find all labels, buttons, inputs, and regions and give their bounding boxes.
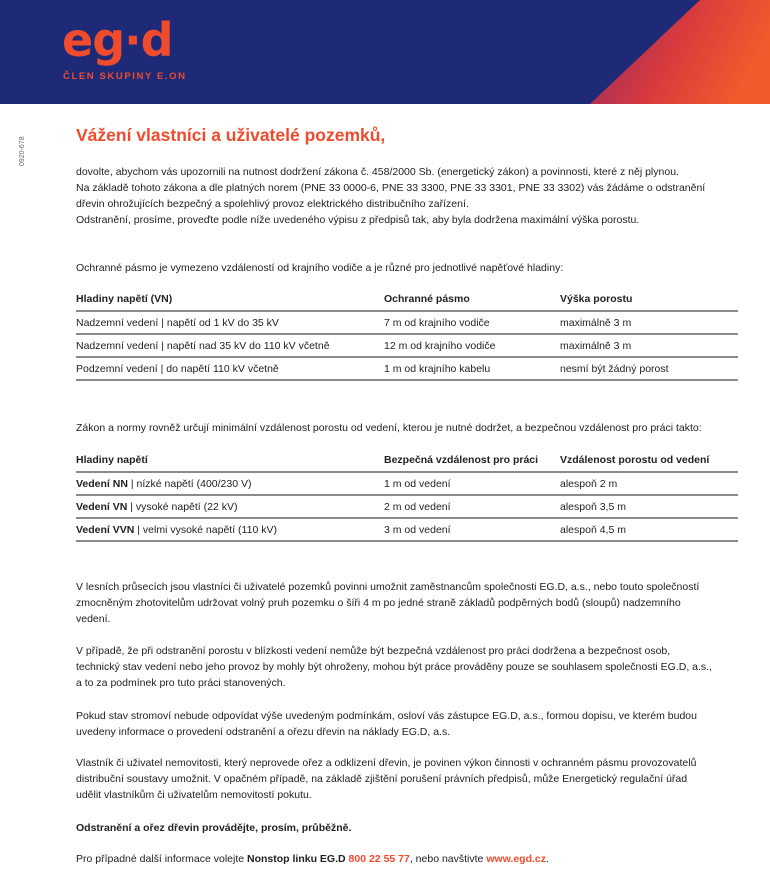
table-row [76,357,738,380]
table-row [76,518,738,541]
document-code [19,130,29,170]
footer-contact-line [76,851,746,867]
voltage-name: Vedení NN [76,477,128,490]
column-header: Výška porostu [560,288,738,311]
paragraph-line: Vlastník či uživatel nemovitosti, který neprovede ořez a odklizení dřevin, je povinen výkon činnosti v ochranném pásmu provozovatelů [76,757,697,769]
voltage-name: Vedení VN [76,500,128,513]
voltage-desc: | nízké napětí (400/230 V) [127,477,252,490]
website-link[interactable]: www.egd.cz [486,853,547,865]
intro-line: dovolte, abychom vás upozornili na nutnost dodržení zákona č. 458/2000 Sb. (energetický zákon) a povinnosti, které z něj plynou. [76,166,679,178]
column-header: Ochranné pásmo [384,288,560,311]
table-row [76,495,738,518]
intro-line: Na základě tohoto zákona a dle platných norem (PNE 33 0000-6, PNE 33 3300, PNE 33 3301, PNE 33 3302) vás žádáme o odstranění [76,182,706,194]
egd-logo[interactable]: eg·d [62,13,173,67]
table-header-row [76,449,738,472]
intro-paragraph [76,164,746,228]
footer-middle: , nebo navštivte [409,853,487,865]
table-cell: alespoň 3,5 m [560,495,738,518]
fine-paragraph [76,755,746,803]
table-cell: maximálně 3 m [560,334,738,357]
safe-distance-table [76,449,738,542]
table-cell: alespoň 2 m [560,472,738,495]
page-title: Vážení vlastníci a uživatelé pozemků, [76,125,386,145]
logo-tagline: ČLEN SKUPINY E.ON [63,71,187,82]
table-cell: Nadzemní vedení | napětí od 1 kV do 35 kV [76,311,384,334]
document-code-text: 0920-678 [19,136,26,166]
safety-paragraph [76,643,746,691]
voltage-desc: | velmi vysoké napětí (110 kV) [134,523,277,536]
table-cell: nesmí být žádný porost [560,357,738,380]
table2-caption: Zákon a normy rovněž určují minimální vzdálenost porostu od vedení, kterou je nutné dodržet, a bezpečnou vzdálenost pro práci takto: [76,422,702,434]
paragraph-line: udělit vlastníkům či uživatelům nemovitostí pokutu. [76,789,312,801]
forest-paragraph [76,579,746,627]
footer-prefix: Pro případné další informace volejte [76,853,248,865]
table-cell: 3 m od vedení [384,518,560,541]
paragraph-line: technický stav vedení nebo jeho provoz by mohly být ohroženy, mohou být práce prováděny pouze se souhlasem společnosti EG.D, a.s., [76,661,712,673]
column-header: Vzdálenost porostu od vedení [560,449,738,472]
intro-line: Odstranění, prosíme, proveďte podle níže uvedeného výpisu z předpisů tak, aby byla dodržena maximální výška porostu. [76,214,640,226]
paragraph-line: vedení. [76,613,111,625]
paragraph-line: V lesních průsecích jsou vlastníci či uživatelé pozemků povinni umožnit zaměstnancům společnosti EG.D, a.s., nebo touto společností [76,581,700,593]
table-row [76,472,738,495]
table-row [76,311,738,334]
paragraph-line: Pokud stav stromoví nebude odpovídat výše uvedeným podmínkám, osloví vás zástupce EG.D, a.s., formou dopisu, ve kterém budou [76,710,697,722]
table-cell: alespoň 4,5 m [560,518,738,541]
column-header: Hladiny napětí (VN) [76,288,384,311]
paragraph-line: V případě, že při odstranění porostu v blízkosti vedení nemůže být bezpečná vzdálenost pro práci dodržena a bezpečnost osob, [76,645,671,657]
protection-zone-table [76,288,738,381]
table-cell [76,472,384,495]
table-cell: 12 m od krajního vodiče [384,334,560,357]
table-cell: 7 m od krajního vodiče [384,311,560,334]
table-cell: Nadzemní vedení | napětí nad 35 kV do 110 kV včetně [76,334,384,357]
table-header-row [76,288,738,311]
intro-line: dřevin ohrožujících bezpečný a spolehlivý provoz elektrického distribučního zařízení. [76,198,469,210]
column-header: Bezpečná vzdálenost pro práci [384,449,560,472]
table-cell: 1 m od vedení [384,472,560,495]
table-cell: Podzemní vedení | do napětí 110 kV včetně [76,357,384,380]
table1-caption: Ochranné pásmo je vymezeno vzdáleností od krajního vodiče a je různé pro jednotlivé napěťové hladiny: [76,262,564,274]
table-cell [76,518,384,541]
emphasis-note: Odstranění a ořez dřevin provádějte, prosím, průběžně. [76,822,352,834]
hotline-label: Nonstop linku EG.D [247,853,346,865]
voltage-name: Vedení VVN [76,523,135,536]
voltage-desc: | vysoké napětí (22 kV) [127,500,238,513]
paragraph-line: zmocněným zhotovitelům udržovat volný pruh pozemku o šíři 4 m po jedné straně základů podpěrných bodů (sloupů) nadzemního [76,597,681,609]
hotline-phone-link[interactable]: 800 22 55 77 [348,853,410,865]
contact-paragraph [76,708,746,740]
table-cell: 2 m od vedení [384,495,560,518]
paragraph-line: distribuční soustavy umožnit. V opačném případě, na základě zjištění porušení právních předpisů, může Energetický regulační úřad [76,773,688,785]
table-cell: maximálně 3 m [560,311,738,334]
table-cell [76,495,384,518]
table-cell: 1 m od krajního kabelu [384,357,560,380]
table-row [76,334,738,357]
footer-suffix: . [546,853,549,865]
paragraph-line: a to za podmínek pro tuto práci stanovených. [76,677,286,689]
column-header: Hladiny napětí [76,449,384,472]
paragraph-line: uvedeny informace o provedení odstranění a ořezu dřevin na náklady EG.D, a.s. [76,726,451,738]
header-banner [0,0,770,104]
